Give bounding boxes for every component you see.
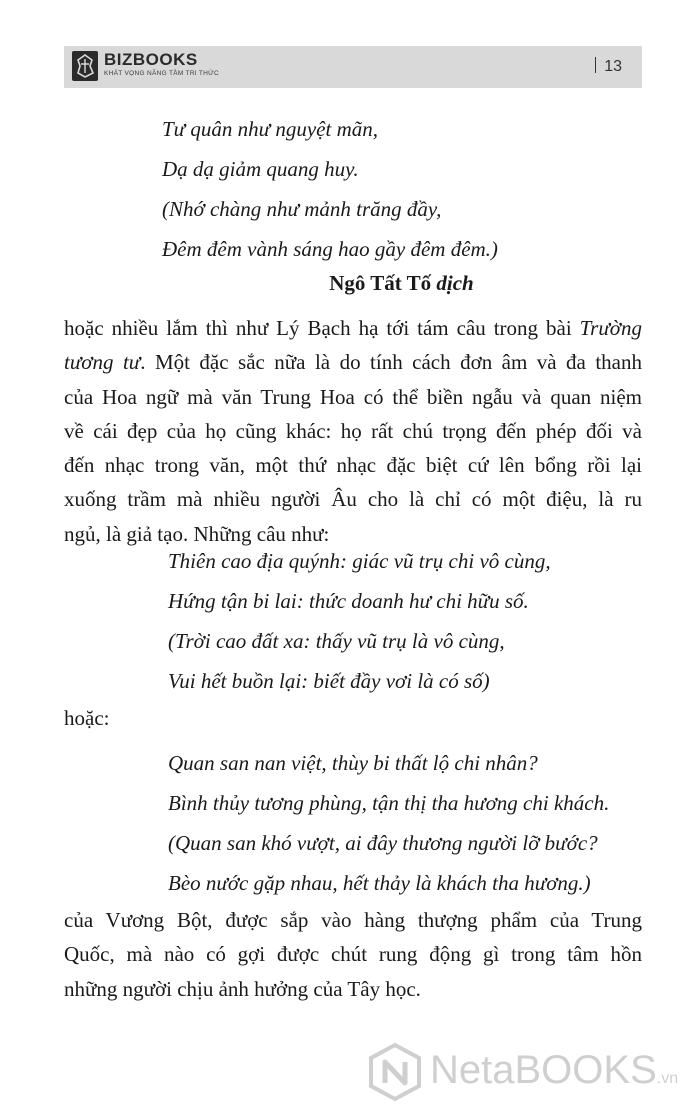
watermark-text: NetaBOOKS.vn (430, 1048, 679, 1092)
verse-line: Bèo nước gặp nhau, hết thảy là khách tha hương.) (168, 871, 591, 895)
watermark (366, 1040, 696, 1104)
verse-block-2 (168, 541, 551, 701)
verse-line: (Nhớ chàng như mảnh trăng đầy, (162, 197, 442, 221)
verse-block-1 (162, 109, 498, 269)
verse-line: Vui hết buồn lại: biết đầy vơi là có số) (168, 669, 490, 693)
verse-line: (Trời cao đất xa: thấy vũ trụ là vô cùng, (168, 629, 505, 653)
paragraph-2 (64, 701, 642, 735)
brand-name: BIZBOOKS (104, 50, 198, 69)
verse-line: Bình thủy tương phùng, tận thị tha hương chi khách. (168, 791, 610, 815)
paragraph-line: đến nhạc trong văn, một thứ nhạc đặc biệt cứ lên bổng rồi lại (64, 453, 642, 478)
verse-line: Đêm đêm vành sáng hao gầy đêm đêm.) (162, 237, 498, 261)
verse-line: Tư quân như nguyệt mãn, (162, 117, 378, 141)
paragraph-line: về cái đẹp của họ cũng khác: họ rất chú trọng đến phép đối và (64, 418, 642, 443)
paragraph-line: xuống trầm mà nhiều người Âu cho là chỉ có một điệu, là ru (64, 487, 642, 512)
netabooks-logo-icon (366, 1042, 424, 1102)
translator-credit: Ngô Tất Tố dịch (329, 271, 474, 295)
page-number: 13 (595, 57, 622, 77)
paragraph-line: hoặc nhiều lắm thì như Lý Bạch hạ tới tám câu trong bài Trường (64, 316, 643, 340)
verse-block-3 (168, 743, 609, 903)
paragraph-3 (64, 903, 642, 1006)
paragraph-line: những người chịu ảnh hưởng của Tây học. (64, 976, 421, 1001)
paragraph-line: hoặc: (64, 706, 110, 730)
verse-line: (Quan san khó vượt, ai đây thương người lỡ bước? (168, 831, 598, 855)
verse-line: Hứng tận bi lai: thức doanh hư chi hữu số. (168, 589, 529, 613)
paragraph-line: của Hoa ngữ mà văn Trung Hoa có thể biền ngẫu và quan niệm (64, 384, 642, 409)
paragraph-1 (64, 311, 642, 551)
brand-tagline: KHÁT VỌNG NĂNG TẦM TRI THỨC (104, 70, 220, 77)
paragraph-line: của Vương Bột, được sắp vào hàng thượng phẩm của Trung (64, 908, 642, 932)
bizbooks-logo-icon (72, 51, 98, 81)
paragraph-line: tương tư. Một đặc sắc nữa là do tính cách đơn âm và đa thanh (64, 350, 642, 375)
verse-line: Dạ dạ giảm quang huy. (162, 157, 359, 181)
verse-line: Thiên cao địa quýnh: giác vũ trụ chi vô cùng, (168, 549, 551, 573)
page-divider (595, 57, 596, 73)
verse-line: Quan san nan việt, thùy bi thất lộ chi nhân? (168, 751, 538, 775)
page-header (64, 46, 642, 88)
paragraph-line: ngủ, là giả tạo. Những câu như: (64, 521, 330, 546)
paragraph-line: Quốc, mà nào có gợi được chút rung động gì trong tâm hồn (64, 942, 642, 967)
